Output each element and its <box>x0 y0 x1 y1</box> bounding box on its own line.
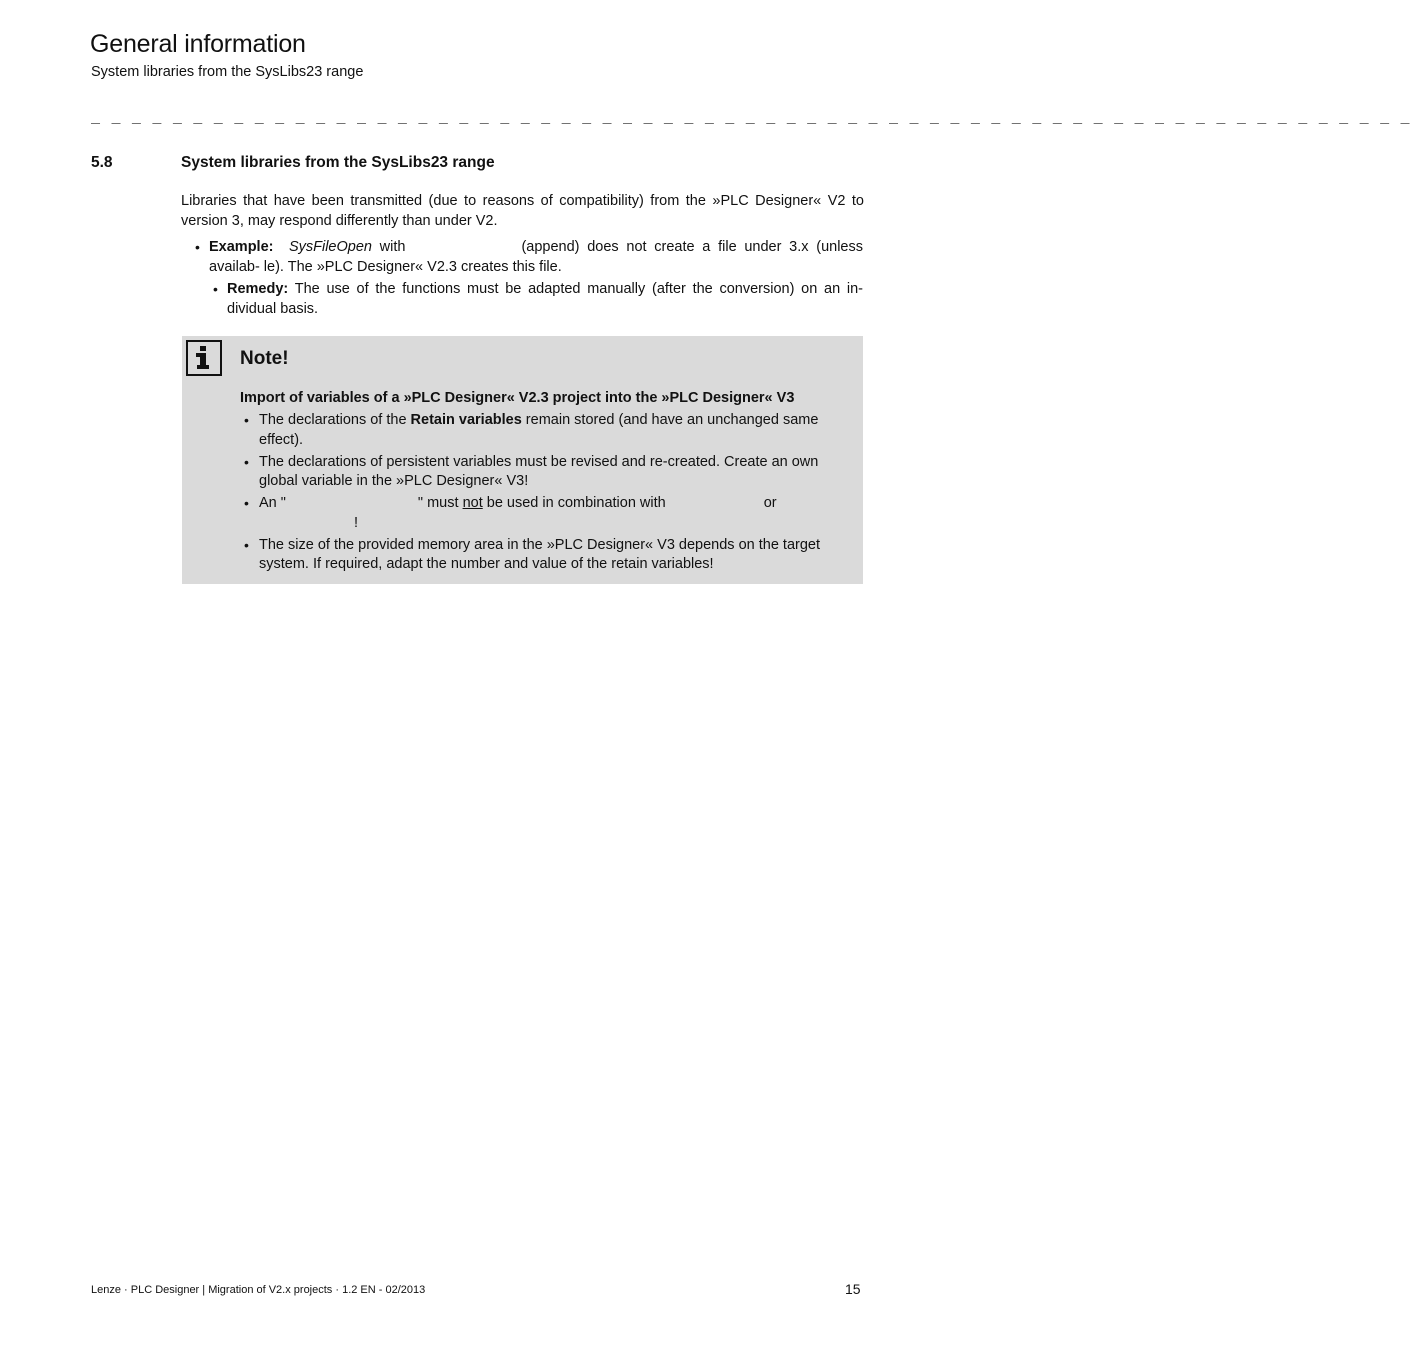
example-with: with <box>371 239 406 255</box>
note-item-text: be used in combination with <box>482 495 666 511</box>
note-item-bold: Retain variables <box>410 412 522 428</box>
info-icon <box>186 340 222 376</box>
example-label: Example: <box>209 239 274 255</box>
bullet-icon: • <box>244 536 249 553</box>
page-number: 15 <box>845 1281 861 1297</box>
intro-paragraph: Libraries that have been transmitted (due to reasons of compatibility) from the »PLC Designer« V2 to version 3, may respond differently than under V2. <box>181 193 864 229</box>
remedy-list-item <box>213 280 863 319</box>
header-divider: _ _ _ _ _ _ _ _ _ _ _ _ _ _ _ _ _ _ _ _ _ _ _ _ _ _ _ _ _ _ _ _ _ _ _ _ _ _ _ _ _ _ _ _ _ _ _ _ _ _ _ _ _ _ _ _ _ _ _ _ _ _ _ _ _ <box>91 106 1411 124</box>
remedy-text <box>227 280 863 319</box>
note-item-text: ! <box>354 514 359 531</box>
note-item-text: The size of the provided memory area in the »PLC Designer« V3 depends on the target system. If required, adapt the number and value of the retain variables! <box>259 536 820 572</box>
note-item-text: An " <box>259 495 286 511</box>
example-text <box>209 238 863 277</box>
note-item-text: remain stored (and have an unchanged same effect). <box>259 412 819 448</box>
bullet-icon: • <box>244 412 249 428</box>
note-list <box>244 411 844 577</box>
example-list-item <box>195 238 863 277</box>
note-item-combination <box>244 494 844 533</box>
bullet-icon: • <box>244 453 249 470</box>
note-item-text: The declarations of the <box>259 412 411 428</box>
example-function-name: SysFileOpen <box>288 239 372 255</box>
note-item-text: The declarations of persistent variables must be revised and re-created. Create an own global variable in the »PLC Designer« V3! <box>259 453 819 489</box>
note-item-text: or <box>763 495 777 511</box>
note-box <box>182 336 863 584</box>
note-item-persistent <box>244 453 844 492</box>
footer-text: Lenze · PLC Designer | Migration of V2.x projects · 1.2 EN - 02/2013 <box>91 1284 426 1296</box>
bullet-icon: • <box>213 281 218 297</box>
section-title: System libraries from the SysLibs23 range <box>181 154 495 171</box>
note-heading: Note! <box>240 348 289 369</box>
section-number: 5.8 <box>91 154 113 171</box>
bullet-icon: • <box>244 495 249 511</box>
note-item-text: " must <box>417 495 463 511</box>
bullet-icon: • <box>195 239 200 255</box>
remedy-description: The use of the functions must be adapted manually (after the conversion) on an in- dividual basis. <box>227 281 863 317</box>
page-title: General information <box>90 30 306 58</box>
note-item-underline: not <box>462 495 483 511</box>
note-item-retain <box>244 411 844 450</box>
remedy-label: Remedy: <box>227 281 289 297</box>
example-description: (append) does not create a file under 3.x (unless availab- le). The »PLC Designer« V2.3 creates this file. <box>209 239 863 275</box>
page-subtitle: System libraries from the SysLibs23 range <box>91 64 364 80</box>
note-subheading: Import of variables of a »PLC Designer« V2.3 project into the »PLC Designer« V3 <box>240 390 795 406</box>
note-item-memory <box>244 536 844 575</box>
